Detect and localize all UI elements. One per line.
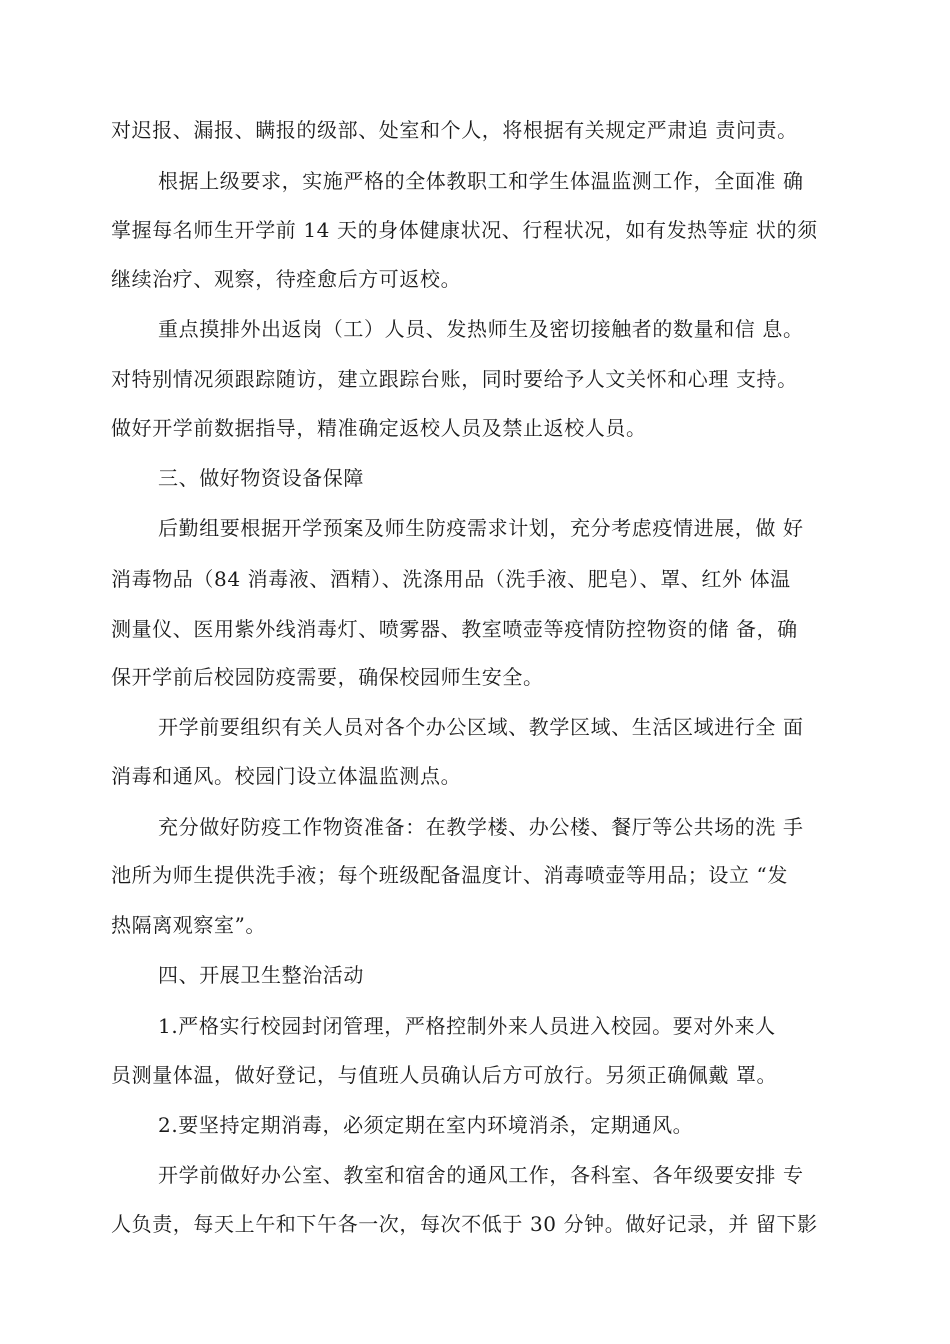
text-line-16: 池所为师生提供洗手液；每个班级配备温度计、消毒喷壶等用品；设立 “发 <box>111 863 788 887</box>
text-line-2: 根据上级要求，实施严格的全体教职工和学生体温监测工作，全面准 确 <box>158 169 804 193</box>
text-line-21: 2.要坚持定期消毒，必须定期在室内环境消杀，定期通风。 <box>158 1113 694 1137</box>
text-line-10: 消毒物品（84 消毒液、酒精）、洗涤用品（洗手液、肥皂）、罩、红外 体温 <box>111 567 791 591</box>
text-line-3: 掌握每名师生开学前 14 天的身体健康状况、行程状况，如有发热等症 状的须 <box>111 218 818 242</box>
text-line-12: 保开学前后校园防疫需要，确保校园师生安全。 <box>111 665 544 689</box>
text-line-17: 热隔离观察室”。 <box>111 913 267 937</box>
text-line-22: 开学前做好办公室、教室和宿舍的通风工作，各科室、各年级要安排 专 <box>158 1163 804 1187</box>
text-line-11: 测量仪、医用紫外线消毒灯、喷雾器、教室喷壶等疫情防控物资的储 备，确 <box>111 617 798 641</box>
text-line-13: 开学前要组织有关人员对各个办公区域、教学区域、生活区域进行全 面 <box>158 715 804 739</box>
text-line-1: 对迟报、漏报、瞒报的级部、处室和个人，将根据有关规定严肃追 责问责。 <box>111 118 798 142</box>
section-heading-3: 三、做好物资设备保障 <box>158 466 364 490</box>
text-line-19: 1.严格实行校园封闭管理，严格控制外来人员进入校园。要对外来人 <box>158 1014 776 1038</box>
text-line-15: 充分做好防疫工作物资准备：在教学楼、办公楼、餐厅等公共场的洗 手 <box>158 815 804 839</box>
text-line-7: 做好开学前数据指导，精准确定返校人员及禁止返校人员。 <box>111 416 647 440</box>
text-line-5: 重点摸排外出返岗（工）人员、发热师生及密切接触者的数量和信 息。 <box>158 317 804 341</box>
section-heading-4: 四、开展卫生整治活动 <box>158 963 364 987</box>
text-line-20: 员测量体温，做好登记，与值班人员确认后方可放行。另须正确佩戴 罩。 <box>111 1063 778 1087</box>
text-line-4: 继续治疗、观察，待痊愈后方可返校。 <box>111 267 462 291</box>
text-line-14: 消毒和通风。校园门设立体温监测点。 <box>111 764 462 788</box>
text-line-23: 人负责，每天上午和下午各一次，每次不低于 30 分钟。做好记录，并 留下影 <box>111 1212 818 1236</box>
text-line-9: 后勤组要根据开学预案及师生防疫需求计划，充分考虑疫情进展，做 好 <box>158 516 804 540</box>
text-line-6: 对特别情况须跟踪随访，建立跟踪台账，同时要给予人文关怀和心理 支持。 <box>111 367 798 391</box>
